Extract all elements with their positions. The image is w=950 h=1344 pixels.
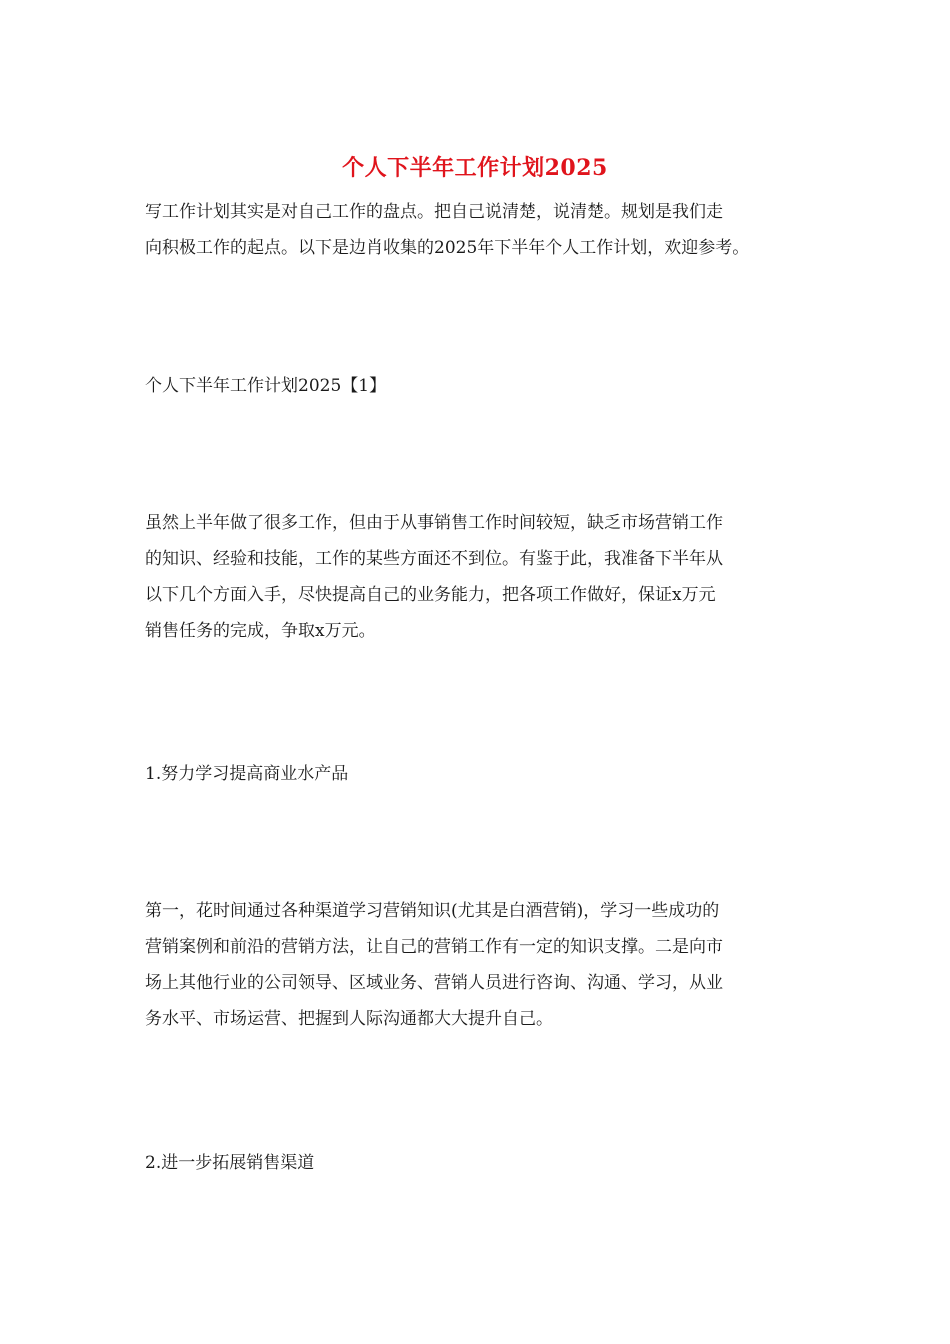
- paragraph-line: 务水平、市场运营、把握到人际沟通都大大提升自己。: [145, 1009, 553, 1029]
- paragraph-line: 的知识、经验和技能，工作的某些方面还不到位。有鉴于此，我准备下半年从: [145, 549, 723, 569]
- intro-line: 向积极工作的起点。以下是边肖收集的2025年下半年个人工作计划，欢迎参考。: [145, 238, 750, 258]
- item-heading-text: 2.进一步拓展销售渠道: [145, 1153, 315, 1173]
- paragraph-1: [145, 505, 815, 649]
- paragraph-line: 虽然上半年做了很多工作，但由于从事销售工作时间较短，缺乏市场营销工作: [145, 513, 723, 533]
- paragraph-line: 以下几个方面入手，尽快提高自己的业务能力，把各项工作做好，保证x万元: [145, 585, 716, 605]
- item-heading-text: 1.努力学习提高商业水产品: [145, 764, 349, 784]
- paragraph-line: 场上其他行业的公司领导、区域业务、营销人员进行咨询、沟通、学习，从业: [145, 973, 723, 993]
- section-heading: [145, 368, 815, 404]
- item-1-heading: [145, 756, 815, 792]
- section-heading-text: 个人下半年工作计划2025【1】: [145, 376, 387, 396]
- document-title: 个人下半年工作计划2025: [342, 155, 608, 181]
- paragraph-line: 第一，花时间通过各种渠道学习营销知识(尤其是白酒营销)，学习一些成功的: [145, 901, 720, 921]
- intro-line: 写工作计划其实是对自己工作的盘点。把自己说清楚，说清楚。规划是我们走: [145, 202, 723, 222]
- paragraph-2: [145, 893, 815, 1037]
- paragraph-line: 销售任务的完成，争取x万元。: [145, 621, 376, 641]
- item-2-heading: [145, 1145, 815, 1181]
- paragraph-line: 营销案例和前沿的营销方法，让自己的营销工作有一定的知识支撑。二是向市: [145, 937, 723, 957]
- intro-paragraph: [145, 194, 815, 266]
